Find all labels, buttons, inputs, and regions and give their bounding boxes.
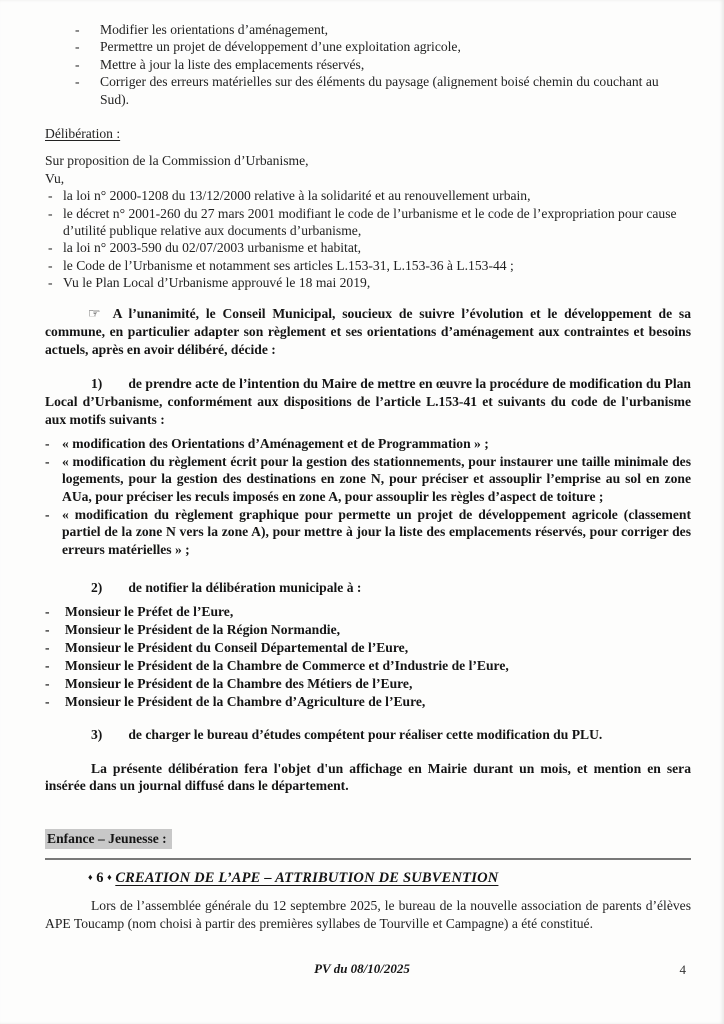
list-item: [48, 257, 691, 274]
list-item-text: la loi n° 2000-1208 du 13/12/2000 relative à la solidarité et au renouvellement urbain,: [63, 188, 531, 204]
modification-motifs-list: [45, 435, 691, 558]
point-number: 3): [91, 727, 103, 742]
list-dash-marker: -: [48, 205, 53, 221]
list-item-text: Monsieur le Président de la Chambre d’Agriculture de l’Eure,: [65, 694, 426, 709]
list-item: [45, 453, 691, 506]
list-item: [45, 435, 691, 453]
list-item: [45, 506, 691, 559]
point-text: de prendre acte de l’intention du Maire de mettre en œuvre la procédure de modification du Plan Local d’Urbanisme, conformément aux dispositions de l’article L.153-41 et suivants du code de l'urbanisme aux motifs suivants :: [45, 376, 691, 427]
point-2-paragraph: [45, 579, 691, 597]
list-dash-marker: -: [48, 257, 53, 273]
legal-references-list: [45, 187, 691, 291]
list-item: [45, 693, 691, 711]
list-item-text: « modification du règlement graphique pour permette un projet de développement agricole (classement partiel de la zone N vers la zone A), pour mettre à jour la liste des emplacements réservés, pour corriger des erreurs matérielles » ;: [62, 506, 691, 557]
list-dash-marker: -: [45, 506, 50, 522]
list-item-text: Monsieur le Président de la Chambre de Commerce et d’Industrie de l’Eure,: [65, 658, 509, 673]
list-item-text: « modification du règlement écrit pour la gestion des stationnements, pour instaurer une taille minimale des logements, pour la gestion des destinations en zone N, pour préciser et assouplir l’emprise au sol en zone AUa, pour préciser les reculs imposés en zone A, pour assouplir les règles d’aspect de toiture ;: [62, 453, 691, 505]
point-text: de notifier la délibération municipale à :: [128, 580, 362, 596]
list-item: [45, 639, 691, 657]
list-dash-marker: -: [75, 74, 80, 90]
list-dash-marker: -: [45, 694, 50, 709]
list-item-text: le décret n° 2001-260 du 27 mars 2001 modifiant le code de l’urbanisme et le code de l’expropriation pour cause d’utilité publique relative aux documents d’urbanisme,: [63, 205, 677, 239]
section-label-enfance-jeunesse: Enfance – Jeunesse :: [45, 829, 172, 849]
list-item-text: la loi n° 2003-590 du 02/07/2003 urbanisme et habitat,: [63, 240, 362, 256]
point-text: de charger le bureau d’études compétent pour réaliser cette modification du PLU.: [128, 727, 603, 742]
list-item: [45, 621, 691, 639]
list-dash-marker: -: [75, 56, 80, 72]
list-dash-marker: -: [48, 188, 53, 204]
list-item-text: Monsieur le Président de la Région Normandie,: [65, 622, 341, 637]
list-item: [75, 38, 691, 55]
list-dash-marker: -: [45, 640, 50, 655]
list-item-text: Mettre à jour la liste des emplacements réservés,: [100, 56, 365, 72]
point-1-paragraph: [45, 375, 691, 428]
list-dash-marker: -: [45, 453, 50, 469]
list-item: [48, 187, 691, 204]
list-item-text: Permettre un projet de développement d’une exploitation agricole,: [100, 39, 461, 55]
page-number: 4: [679, 962, 686, 977]
proposition-line: Sur proposition de la Commission d’Urbanisme,: [45, 153, 309, 169]
list-dash-marker: -: [48, 240, 53, 256]
list-item-text: « modification des Orientations d’Aménagement et de Programmation » ;: [62, 436, 489, 452]
list-item: [75, 56, 691, 73]
list-dash-marker: -: [45, 622, 50, 637]
list-dash-marker: -: [45, 658, 50, 673]
list-item: [45, 675, 691, 693]
list-item: [45, 657, 691, 675]
list-item: [45, 603, 691, 621]
agenda-item-title: CREATION DE L’APE – ATTRIBUTION DE SUBVENTION: [115, 870, 499, 887]
list-item: [48, 205, 691, 240]
amendment-list: [45, 21, 691, 108]
list-dash-marker: -: [75, 22, 80, 37]
page-footer: [0, 961, 724, 977]
point-number: 2): [91, 580, 103, 596]
list-item: [48, 239, 691, 256]
pointing-hand-icon: ☞: [88, 306, 101, 322]
list-item-text: Monsieur le Président du Conseil Départemental de l’Eure,: [65, 640, 409, 655]
notification-recipients-list: [45, 603, 691, 711]
list-item: [75, 73, 691, 108]
agenda-item-6-heading: [88, 868, 691, 887]
list-dash-marker: -: [45, 604, 50, 619]
list-dash-marker: -: [45, 436, 50, 452]
point-number: 1): [91, 376, 103, 392]
list-dash-marker: -: [75, 39, 80, 55]
section-label-row: [45, 829, 691, 849]
list-item: [48, 274, 691, 291]
ape-paragraph: Lors de l’assemblée générale du 12 septembre 2025, le bureau de la nouvelle association de parents d’élèves APE Toucamp (nom choisi à partir des premières syllabes de Tourville et Campagne) a été constitué.: [45, 898, 691, 931]
decision-paragraph: [45, 305, 691, 359]
closing-paragraph: La présente délibération fera l'objet d'un affichage en Mairie durant un mois, et mention en sera insérée dans un journal diffusé dans le département.: [45, 760, 691, 794]
list-item-text: Modifier les orientations d’aménagement,: [100, 22, 329, 37]
footer-document-reference: PV du 08/10/2025: [314, 961, 410, 976]
list-item-text: Corriger des erreurs matérielles sur des éléments du paysage (alignement boisé chemin du couchant au Sud).: [100, 74, 659, 107]
list-item-text: Vu le Plan Local d’Urbanisme approuvé le 18 mai 2019,: [63, 275, 371, 291]
list-dash-marker: -: [45, 676, 50, 691]
list-item: [75, 21, 691, 38]
horizontal-divider: [45, 858, 691, 860]
diamond-icon: ♦: [88, 872, 93, 883]
diamond-icon: ♦: [107, 872, 112, 883]
deliberation-heading: [45, 125, 691, 142]
list-dash-marker: -: [48, 275, 53, 291]
decision-text: A l’unanimité, le Conseil Municipal, soucieux de suivre l’évolution et le développement de sa commune, en particulier adapter son règlement et ses orientations d’aménagement aux contraintes et besoins actuels, après en avoir délibéré, décide :: [45, 305, 691, 357]
agenda-item-number: 6: [96, 870, 104, 887]
point-3-paragraph: [45, 726, 691, 744]
vu-line: Vu,: [45, 170, 65, 186]
list-item-text: le Code de l’Urbanisme et notamment ses articles L.153-31, L.153-36 à L.153-44 ;: [63, 257, 514, 273]
deliberation-heading-text: Délibération :: [45, 126, 121, 142]
list-item-text: Monsieur le Préfet de l’Eure,: [65, 604, 234, 619]
list-item-text: Monsieur le Président de la Chambre des Métiers de l’Eure,: [65, 676, 413, 691]
